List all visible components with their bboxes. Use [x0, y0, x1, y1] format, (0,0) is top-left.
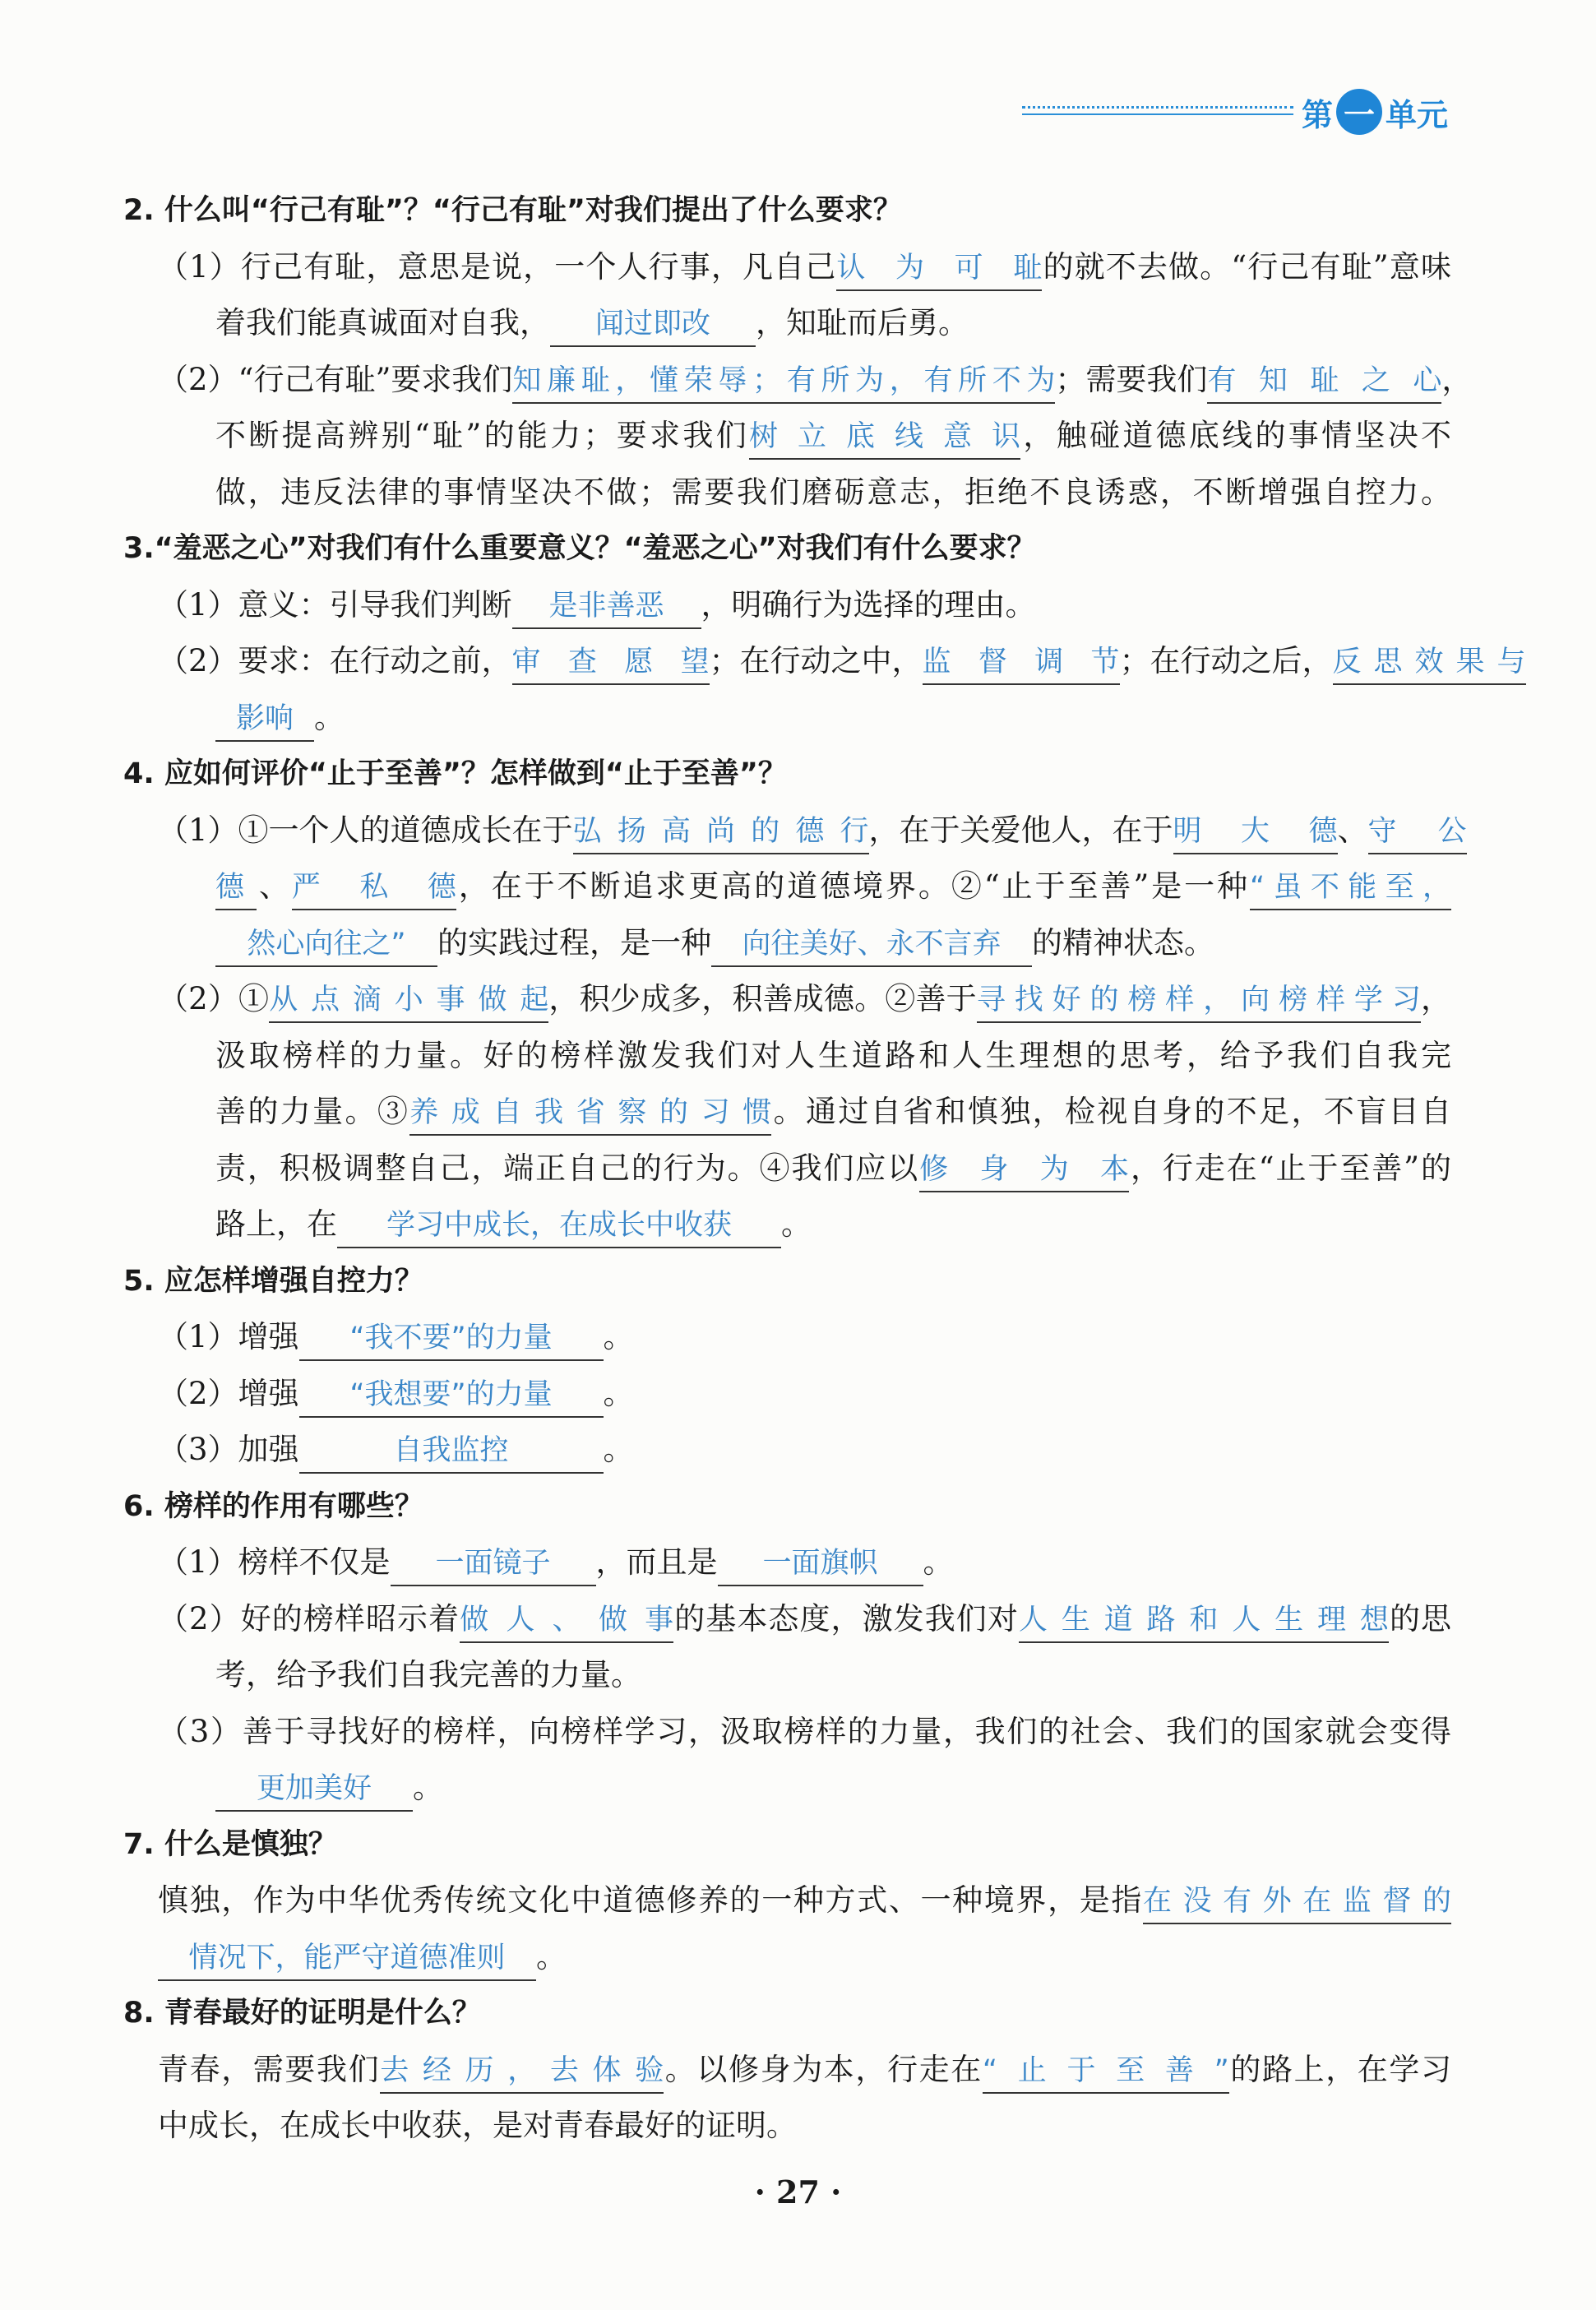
q2-part1-line1: （1）行己有耻，意思是说，一个人行事，凡自己认为可耻的就不去做。“行己有耻”意味 — [123, 239, 1451, 296]
q6-part2-line1: （2）好的榜样昭示着做人、做事的基本态度，激发我们对人生道路和人生理想的思 — [123, 1591, 1451, 1648]
answer-blank[interactable]: “我想要”的力量 — [299, 1373, 604, 1418]
q2-part2-line1: （2）“行己有耻”要求我们知廉耻，懂荣辱；有所为，有所不为；需要我们有知耻之心， — [123, 352, 1451, 409]
q4-part1-line3: 然心向往之” 的实践过程，是一种 向往美好、永不言弃 的精神状态。 — [123, 915, 1451, 972]
answer-blank[interactable]: 一面镜子 — [391, 1541, 596, 1586]
answer-blank[interactable]: 从点滴小事做起 — [269, 978, 548, 1023]
answer-blank[interactable]: 明大德 — [1173, 809, 1338, 854]
q2-part2-line2: 不断提高辨别“耻”的能力；要求我们树立底线意识，触碰道德底线的事情坚决不 — [123, 408, 1451, 465]
answer-blank[interactable]: 弘扬高尚的德行 — [573, 809, 869, 854]
q4-part1-line1: （1）①一个人的道德成长在于弘扬高尚的德行，在于关爱他人，在于明大德、守公 — [123, 803, 1451, 859]
answer-blank[interactable]: 一面旗帜 — [718, 1541, 923, 1586]
q3-part2-line1: （2）要求：在行动之前，审查愿望；在行动之中，监督调节；在行动之后，反思效果与 — [123, 633, 1451, 690]
answer-blank[interactable]: “我不要”的力量 — [299, 1316, 604, 1361]
question-4: 4. 应如何评价“止于至善”？怎样做到“止于至善”？ — [123, 757, 787, 790]
q2-part2-line3: 做，违反法律的事情坚决不做；需要我们磨砺意志，拒绝不良诱惑，不断增强自控力。 — [215, 474, 1451, 510]
worksheet-content — [123, 183, 1526, 2155]
q5-item-2: （2）增强 “我想要”的力量 。 — [123, 1366, 1451, 1423]
answer-blank[interactable]: 树立底线意识 — [749, 414, 1020, 460]
q6-part2-line2: 考，给予我们自我完善的力量。 — [215, 1657, 641, 1692]
q3-part1: （1）意义：引导我们判断 是非善恶 ，明确行为选择的理由。 — [123, 577, 1451, 634]
answer-blank[interactable]: 影响 — [215, 697, 314, 742]
question-3: 3.“羞恶之心”对我们有什么重要意义？“羞恶之心”对我们有什么要求？ — [123, 532, 1036, 565]
q4-part2-line4: 责，积极调整自己，端正自己的行为。④我们应以修身为本，行走在“止于至善”的 — [123, 1141, 1451, 1197]
answer-blank[interactable]: 有知耻之心 — [1207, 359, 1441, 404]
answer-blank[interactable]: 审查愿望 — [512, 640, 710, 685]
answer-blank[interactable]: 知廉耻，懂荣辱；有所为，有所不为 — [512, 359, 1055, 404]
page-number: · 27 · — [754, 2173, 842, 2210]
unit-header — [1022, 89, 1448, 135]
q5-item-3: （3）加强 自我监控 。 — [123, 1422, 1451, 1479]
q4-part2-line3: 善的力量。③养成自我省察的习惯。通过自省和慎独，检视自身的不足，不盲目自 — [123, 1084, 1451, 1141]
answer-blank[interactable]: 认为可耻 — [836, 246, 1042, 291]
answer-blank[interactable]: “虽不能至， — [1250, 865, 1451, 910]
q4-part2-line5: 路上，在 学习中成长，在成长中收获 。 — [123, 1197, 1451, 1253]
question-2: 2. 什么叫“行己有耻”？“行己有耻”对我们提出了什么要求？ — [123, 194, 902, 227]
answer-blank[interactable]: 德 — [215, 865, 257, 910]
q6-part3-line2: 更加美好 。 — [123, 1760, 1451, 1817]
answer-blank[interactable]: 学习中成长，在成长中收获 — [337, 1203, 781, 1248]
header-suffix: 单元 — [1385, 96, 1448, 133]
answer-blank[interactable]: 更加美好 — [215, 1766, 413, 1812]
q4-part1-line2: 德 、严私德，在于不断追求更高的道德境界。②“止于至善”是一种“虽不能至， — [123, 859, 1451, 915]
q6-part3-line1: （3）善于寻找好的榜样，向榜样学习，汲取榜样的力量，我们的社会、我们的国家就会变得 — [158, 1713, 1451, 1749]
q6-part1: （1）榜样不仅是 一面镜子 ，而且是 一面旗帜 。 — [123, 1535, 1451, 1591]
answer-blank[interactable]: 向往美好、永不言弃 — [711, 922, 1032, 967]
answer-blank[interactable]: 寻找好的榜样，向榜样学习 — [977, 978, 1421, 1023]
answer-blank[interactable]: 在没有外在监督的 — [1143, 1879, 1451, 1924]
q8-line1: 青春，需要我们去经历，去体验。以修身为本，行走在“止于至善”的路上，在学习 — [123, 2042, 1451, 2099]
question-8: 8. 青春最好的证明是什么？ — [123, 1997, 481, 2030]
answer-blank[interactable]: 监督调节 — [923, 640, 1120, 685]
answer-blank[interactable]: 自我监控 — [299, 1428, 604, 1474]
answer-blank[interactable]: 去经历，去体验 — [380, 2048, 664, 2094]
q5-item-1: （1）增强 “我不要”的力量 。 — [123, 1309, 1451, 1366]
answer-blank[interactable]: 情况下，能严守道德准则 — [158, 1936, 536, 1981]
q4-part2-line1: （2）①从点滴小事做起，积少成多，积善成德。②善于寻找好的榜样，向榜样学习， — [123, 971, 1451, 1028]
question-5: 5. 应怎样增强自控力？ — [123, 1264, 423, 1298]
header-prefix: 第 — [1301, 96, 1333, 133]
answer-blank[interactable]: 反思效果与 — [1333, 640, 1526, 685]
unit-number-badge: 一 — [1336, 89, 1382, 135]
question-6: 6. 榜样的作用有哪些？ — [123, 1489, 423, 1523]
q8-line2: 中成长，在成长中收获，是对青春最好的证明。 — [158, 2108, 797, 2143]
answer-blank[interactable]: 做人、做事 — [460, 1598, 673, 1643]
q3-part2-line2: 影响 。 — [123, 690, 1451, 747]
q4-part2-line2: 汲取榜样的力量。好的榜样激发我们对人生道路和人生理想的思考，给予我们自我完 — [215, 1037, 1451, 1073]
answer-blank[interactable]: 然心向往之” — [215, 922, 437, 967]
q7-line2: 情况下，能严守道德准则 。 — [123, 1929, 1451, 1986]
answer-blank[interactable]: 养成自我省察的习惯 — [409, 1090, 771, 1136]
answer-blank[interactable]: 守公 — [1368, 809, 1467, 854]
answer-blank[interactable]: 是非善恶 — [512, 584, 701, 629]
question-7: 7. 什么是慎独？ — [123, 1827, 337, 1861]
answer-blank[interactable]: 闻过即改 — [550, 302, 756, 347]
answer-blank[interactable]: 修身为本 — [919, 1147, 1129, 1192]
answer-blank[interactable]: 严私德 — [292, 865, 456, 910]
q7-line1: 慎独，作为中华优秀传统文化中道德修养的一种方式、一种境界，是指在没有外在监督的 — [123, 1873, 1451, 1929]
q2-part1-line2: 着我们能真诚面对自我， 闻过即改 ，知耻而后勇。 — [123, 295, 1451, 352]
header-decoration — [1022, 106, 1293, 118]
answer-blank[interactable]: 人生道路和人生理想 — [1019, 1598, 1389, 1643]
answer-blank[interactable]: “止于至善” — [983, 2048, 1229, 2094]
